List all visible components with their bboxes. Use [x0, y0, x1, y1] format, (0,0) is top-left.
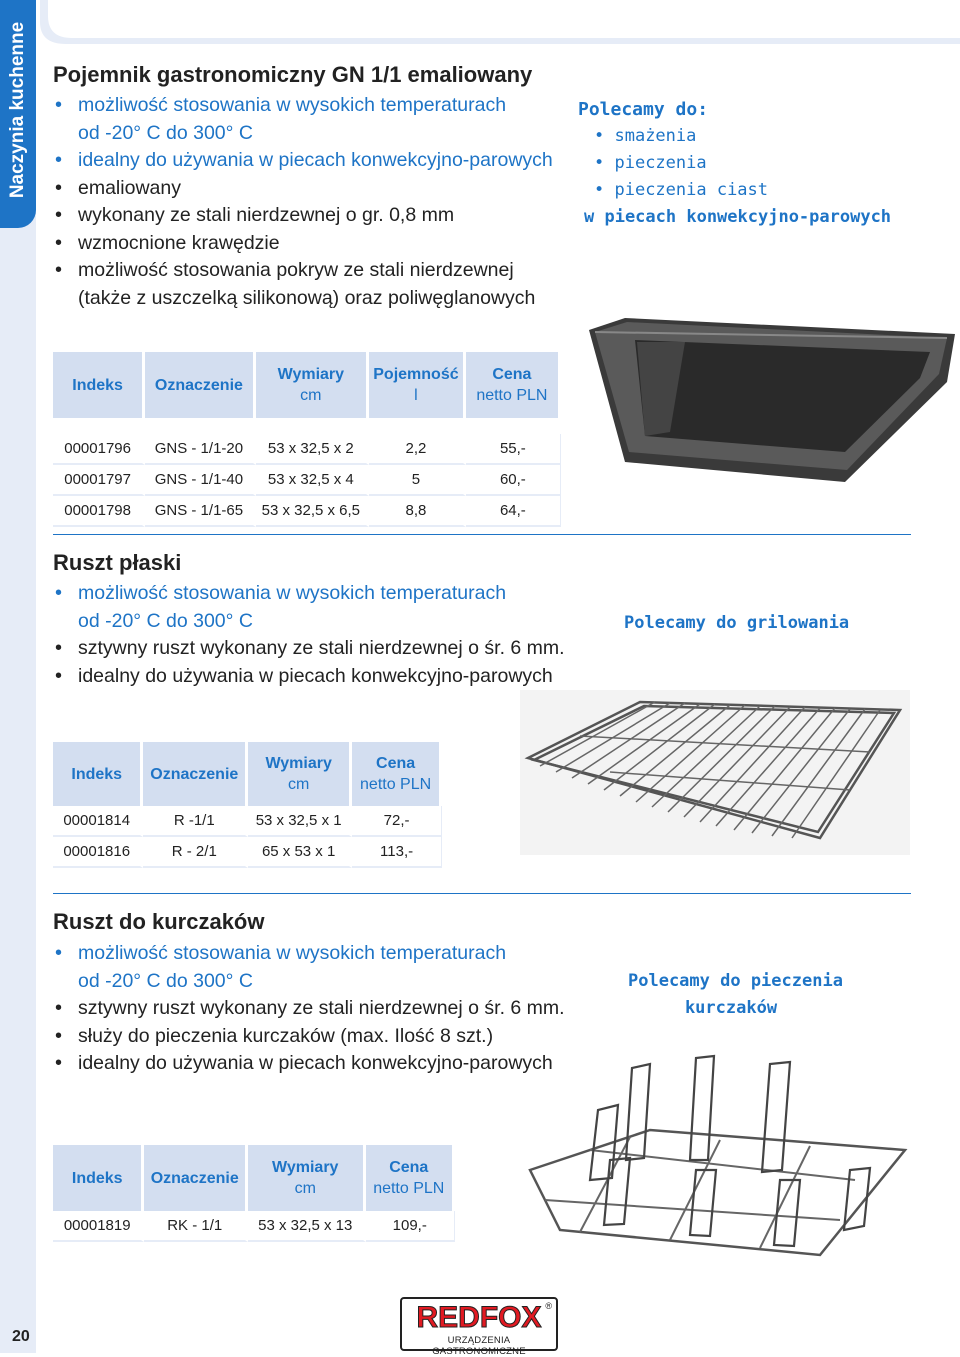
- redfox-logo: [400, 1297, 558, 1357]
- col-header: Cena netto PLN: [466, 352, 561, 418]
- col-header: Indeks: [53, 352, 145, 418]
- feature-item: • możliwość stosowania pokryw ze stali nierdzewnej: [53, 257, 553, 285]
- col-header: Oznaczenie: [143, 742, 248, 806]
- section2-title: Ruszt płaski: [53, 550, 182, 575]
- col-header: Wymiary cm: [248, 1145, 366, 1211]
- cell-code: R -1/1: [143, 806, 248, 837]
- cell-price: 55,-: [466, 434, 561, 465]
- section2-recommend: Polecamy do grilowania: [624, 613, 850, 633]
- recommend-line: Polecamy do pieczenia: [628, 971, 843, 991]
- recommend-title: Polecamy do:: [578, 99, 709, 120]
- cell-dimensions: 65 x 53 x 1: [248, 837, 352, 868]
- cell-code: GNS - 1/1-40: [145, 465, 255, 496]
- col-header: Indeks: [53, 742, 143, 806]
- cell-code: R - 2/1: [143, 837, 248, 868]
- section-divider: [53, 893, 911, 894]
- cell-dimensions: 53 x 32,5 x 1: [248, 806, 352, 837]
- table-row: [53, 434, 561, 465]
- cell-price: 72,-: [352, 806, 442, 837]
- col-header: Indeks: [53, 1145, 144, 1211]
- gastronorm-pan-icon: [575, 312, 960, 492]
- cell-dimensions: 53 x 32,5 x 13: [248, 1211, 366, 1242]
- feature-item: • sztywny ruszt wykonany ze stali nierdzewnej o śr. 6 mm.: [53, 995, 565, 1023]
- cell-price: 64,-: [466, 496, 561, 527]
- cell-code: GNS - 1/1-20: [145, 434, 255, 465]
- feature-item: • emaliowany: [53, 175, 553, 203]
- col-header: Cena netto PLN: [366, 1145, 455, 1211]
- cell-code: GNS - 1/1-65: [145, 496, 255, 527]
- cell-dimensions: 53 x 32,5 x 2: [256, 434, 370, 465]
- recommend-item: • pieczenia: [578, 150, 891, 177]
- feature-item: od -20° C do 300° C: [78, 609, 253, 632]
- section2-features: [53, 580, 565, 690]
- feature-item: • możliwość stosowania w wysokich temperaturach: [53, 580, 565, 608]
- section1-table: [53, 352, 561, 527]
- logo-tagline: URZĄDZENIA GASTRONOMICZNE: [432, 1335, 526, 1357]
- feature-item: • możliwość stosowania w wysokich temperaturach: [53, 940, 565, 968]
- col-header: Oznaczenie: [144, 1145, 248, 1211]
- section3-recommend: [628, 968, 843, 1022]
- table-row: [53, 1211, 455, 1242]
- cell-price: 109,-: [366, 1211, 455, 1242]
- feature-item: • wzmocnione krawędzie: [53, 230, 553, 258]
- col-header: Cena netto PLN: [352, 742, 442, 806]
- table-row: [53, 806, 442, 837]
- feature-item: • idealny do używania w piecach konwekcyjno-parowych: [53, 147, 553, 175]
- feature-item: od -20° C do 300° C: [78, 969, 253, 992]
- cell-index: 00001796: [53, 434, 145, 465]
- feature-item: • sztywny ruszt wykonany ze stali nierdzewnej o śr. 6 mm.: [53, 635, 565, 663]
- col-header: Wymiary cm: [256, 352, 370, 418]
- cell-dimensions: 53 x 32,5 x 4: [256, 465, 370, 496]
- feature-item: od -20° C do 300° C: [78, 121, 253, 144]
- feature-item: • idealny do używania w piecach konwekcyjno-parowych: [53, 1050, 565, 1078]
- cell-code: RK - 1/1: [144, 1211, 248, 1242]
- table-row: [53, 496, 561, 527]
- cell-dimensions: 53 x 32,5 x 6,5: [256, 496, 370, 527]
- cell-index: 00001816: [53, 837, 143, 868]
- feature-item: • idealny do używania w piecach konwekcyjno-parowych: [53, 663, 565, 691]
- category-tab: [0, 0, 36, 228]
- cell-index: 00001819: [53, 1211, 144, 1242]
- recommend-item: • smażenia: [578, 123, 891, 150]
- feature-item: • możliwość stosowania w wysokich temperaturach: [53, 92, 553, 120]
- cell-capacity: 2,2: [369, 434, 466, 465]
- cell-price: 60,-: [466, 465, 561, 496]
- recommend-item: • pieczenia ciast: [578, 177, 891, 204]
- table-row: [53, 465, 561, 496]
- feature-item: (także z uszczelką silikonową) oraz poliwęglanowych: [78, 286, 536, 309]
- cell-index: 00001797: [53, 465, 145, 496]
- header-curve: [36, 0, 960, 48]
- registered-mark: ®: [545, 1301, 552, 1311]
- section2-table: [53, 742, 442, 868]
- section3-features: [53, 940, 565, 1078]
- feature-item: • służy do pieczenia kurczaków (max. Ilość 8 szt.): [53, 1023, 565, 1051]
- col-header: Oznaczenie: [145, 352, 255, 418]
- cell-capacity: 5: [369, 465, 466, 496]
- section-divider: [53, 534, 911, 535]
- col-header: Pojemność l: [369, 352, 466, 418]
- chicken-rack-icon: [520, 1050, 915, 1260]
- category-label: Naczynia kuchenne: [7, 21, 28, 199]
- table-row: [53, 837, 442, 868]
- logo-wordmark: REDFOX: [416, 1301, 542, 1334]
- col-header: Wymiary cm: [248, 742, 352, 806]
- cell-price: 113,-: [352, 837, 442, 868]
- section3-table: [53, 1145, 455, 1242]
- recommend-line: kurczaków: [684, 998, 778, 1018]
- section3-title: Ruszt do kurczaków: [53, 909, 265, 934]
- feature-item: • wykonany ze stali nierdzewnej o gr. 0,8 mm: [53, 202, 553, 230]
- cell-index: 00001814: [53, 806, 143, 837]
- cell-index: 00001798: [53, 496, 145, 527]
- section1-features: [53, 92, 553, 312]
- recommend-footer: w piecach konwekcyjno-parowych: [584, 207, 892, 227]
- section1-title: Pojemnik gastronomiczny GN 1/1 emaliowany: [53, 62, 533, 87]
- section1-recommend: [578, 96, 891, 231]
- cell-capacity: 8,8: [369, 496, 466, 527]
- page-number: 20: [12, 1328, 30, 1345]
- flat-grid-icon: [520, 690, 910, 855]
